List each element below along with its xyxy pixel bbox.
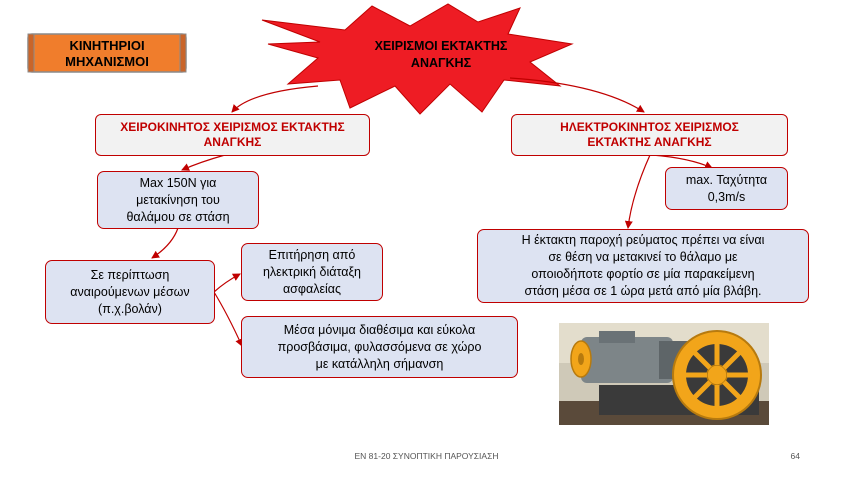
burst-line-2: ΑΝΑΓΚΗΣ (410, 56, 472, 70)
max-speed-line-1: max. Ταχύτητα (685, 172, 768, 187)
supply-line-2: σε θέση να μετακινεί το θάλαμο με (548, 250, 738, 264)
footer-text: EN 81-20 ΣΥΝΟΠΤΙΚΗ ΠΑΡΟΥΣΙΑΣΗ (354, 451, 499, 461)
supply-line-3: οποιοδήποτε φορτίο σε μία παρακείμενη (531, 267, 755, 281)
available-means-line-3: με κατάλληλη σήμανση (315, 356, 444, 371)
manual-header-line-2: ΑΝΑΓΚΗΣ (203, 135, 262, 149)
electric-emergency-header (511, 114, 788, 156)
electric-header-line-2: ΕΚΤΑΚΤΗΣ ΑΝΑΓΚΗΣ (587, 135, 712, 149)
supply-line-4: στάση μέσα σε 1 ώρα μετά από μία βλάβη. (524, 284, 762, 298)
max-force-box (97, 171, 259, 229)
page-number: 64 (790, 451, 800, 461)
supply-line-1: Η έκτακτη παροχή ρεύματος πρέπει να είναι (521, 233, 765, 247)
available-means-box (241, 316, 518, 378)
supervision-line-3: ασφαλείας (282, 281, 342, 296)
banner-line-2: ΜΗΧΑΝΙΣΜΟΙ (65, 54, 149, 69)
max-speed-line-2: 0,3m/s (707, 189, 746, 204)
arrow-case-to-means (214, 292, 242, 346)
max-force-line-3: θαλάμου σε στάση (126, 209, 230, 224)
arrow-right-header-to-supply (628, 155, 650, 228)
removable-means-box (45, 260, 215, 324)
arrow-force-to-case (152, 228, 178, 258)
removable-means-line-2: αναιρούμενων μέσων (70, 284, 190, 299)
available-means-line-1: Μέσα μόνιμα διαθέσιμα και εύκολα (283, 322, 476, 337)
removable-means-line-3: (π.χ.βολάν) (98, 301, 162, 316)
supervision-line-1: Επιτήρηση από (268, 247, 356, 262)
machine-handwheel-photo (559, 323, 769, 425)
electric-header-line-1: ΗΛΕΚΤΡΟΚΙΝΗΤΟΣ ΧΕΙΡΙΣΜΟΣ (560, 120, 739, 134)
arrow-left-header-to-force (182, 155, 225, 170)
supervision-line-2: ηλεκτρική διάταξη (262, 264, 362, 279)
electrical-supervision-box (241, 243, 383, 301)
emergency-supply-box (477, 229, 809, 303)
arrow-case-to-supervision (214, 274, 240, 292)
max-force-line-2: μετακίνηση του (136, 192, 220, 207)
burst-line-1: ΧΕΙΡΙΣΜΟΙ ΕΚΤΑΚΤΗΣ (374, 39, 508, 53)
burst-title (356, 38, 526, 72)
manual-header-line-1: ΧΕΙΡΟΚΙΝΗΤΟΣ ΧΕΙΡΙΣΜΟΣ ΕΚΤΑΚΤΗΣ (120, 120, 345, 134)
arrow-burst-to-left-header (232, 86, 318, 112)
banner-line-1: ΚΙΝΗΤΗΡΙΟΙ (69, 38, 145, 53)
manual-emergency-header (95, 114, 370, 156)
removable-means-line-1: Σε περίπτωση (90, 267, 170, 282)
max-force-line-1: Max 150N για (139, 175, 217, 190)
max-speed-box (665, 167, 788, 210)
available-means-line-2: προσβάσιμα, φυλασσόμενα σε χώρο (277, 339, 482, 354)
